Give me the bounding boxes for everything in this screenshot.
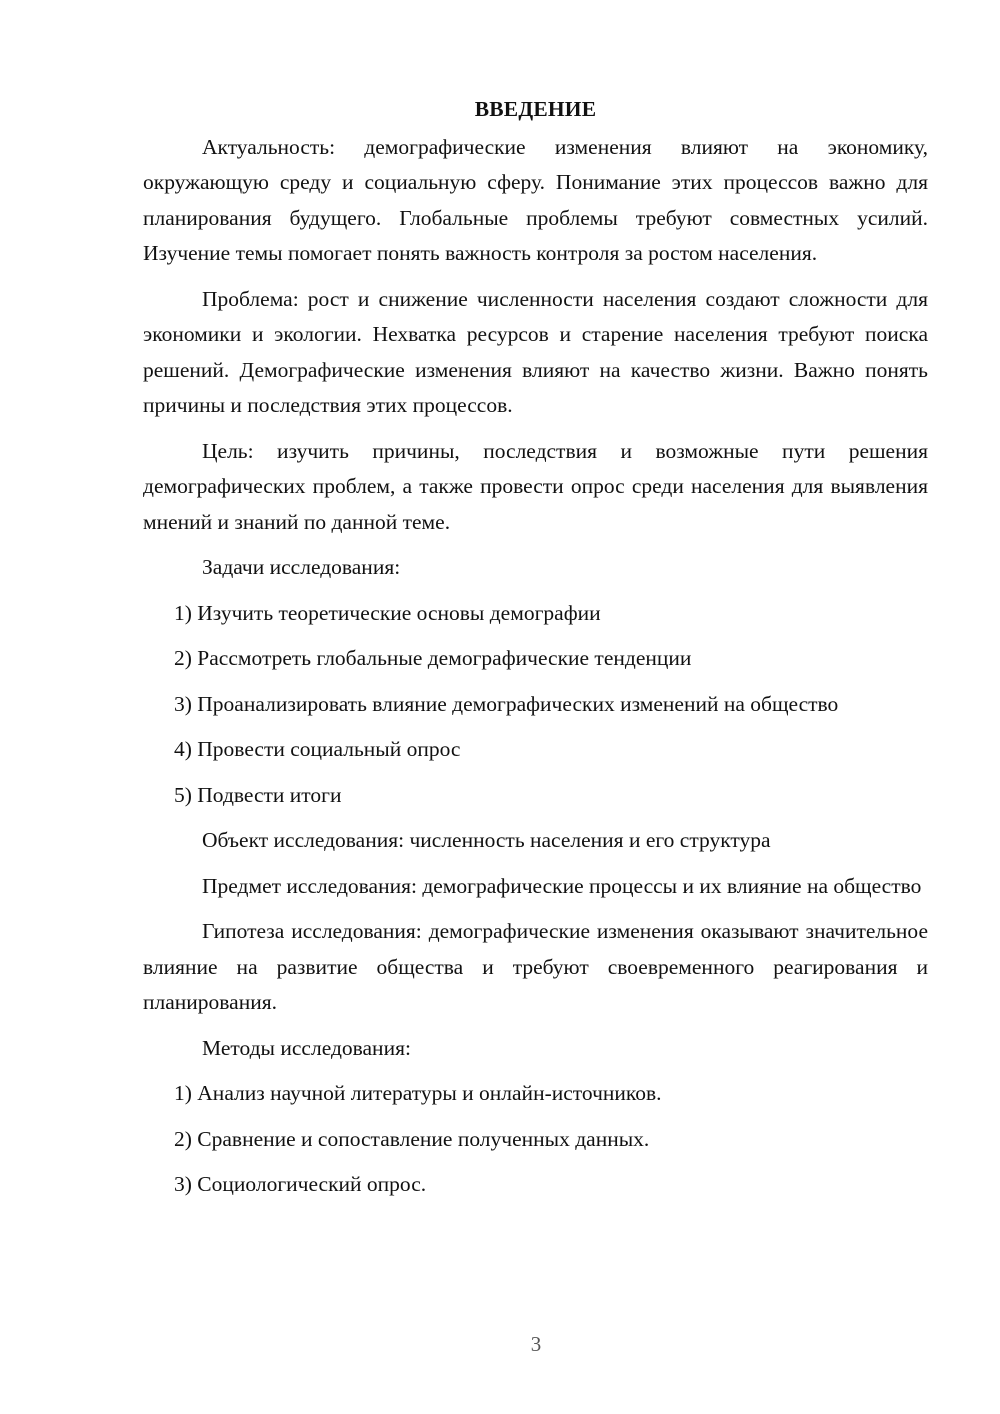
problem-paragraph: Проблема: рост и снижение численности населения создают сложности для экономики и экологии. Нехватка ресурсов и старение населения требуют поиска решений. Демографические изменения влияют на качество жизни. Важно понять причины и последствия этих процессов. (143, 286, 928, 417)
task-item-1: 1) Изучить теоретические основы демографии (174, 600, 601, 625)
method-item-3: 3) Социологический опрос. (174, 1172, 427, 1196)
object-paragraph: Объект исследования: численность населения и его структура (202, 828, 771, 852)
relevance-paragraph: Актуальность: демографические изменения влияют на экономику, окружающую среду и социальную сферу. Понимание этих процессов важно для планирования будущего. Глобальные проблемы требуют совместных усилий. Изучение темы помогает понять важность контроля за ростом населения. (143, 134, 928, 265)
method-item-2: 2) Сравнение и сопоставление полученных данных. (174, 1126, 650, 1151)
subject-paragraph: Предмет исследования: демографические процессы и их влияние на общество (202, 873, 922, 898)
method-item-1: 1) Анализ научной литературы и онлайн-источников. (174, 1081, 662, 1105)
task-item-2: 2) Рассмотреть глобальные демографические тенденции (174, 646, 692, 670)
task-item-5: 5) Подвести итоги (174, 782, 342, 807)
goal-paragraph: Цель: изучить причины, последствия и возможные пути решения демографических проблем, а также провести опрос среди населения для выявления мнений и знаний по данной теме. (143, 438, 928, 534)
task-item-3: 3) Проанализировать влияние демографических изменений на общество (174, 691, 839, 716)
task-item-4: 4) Провести социальный опрос (174, 737, 461, 761)
section-title: ВВЕДЕНИЕ (474, 97, 597, 121)
hypothesis-paragraph: Гипотеза исследования: демографические изменения оказывают значительное влияние на развитие общества и требуют своевременного реагирования и планирования. (143, 919, 928, 1014)
tasks-heading: Задачи исследования: (202, 555, 401, 579)
methods-heading: Методы исследования: (202, 1035, 411, 1060)
page-number: 3 (530, 1332, 542, 1356)
document-page (143, 92, 928, 1211)
